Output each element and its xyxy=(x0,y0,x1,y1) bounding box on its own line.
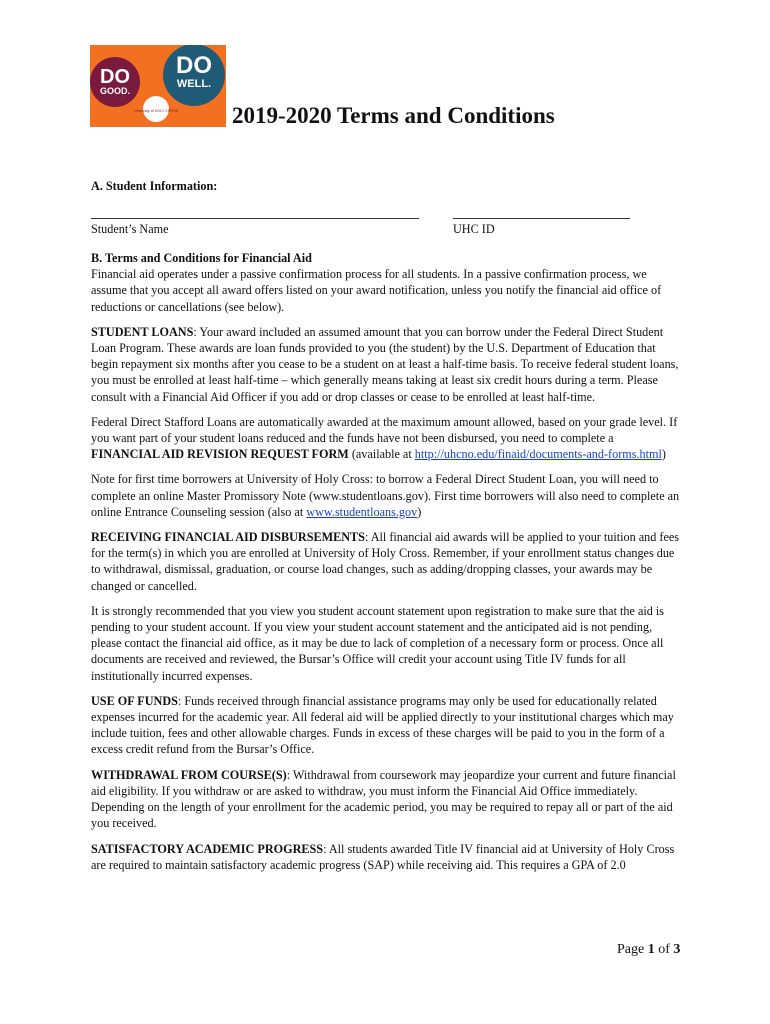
logo-do-right: DO xyxy=(176,52,212,79)
section-b-heading: B. Terms and Conditions for Financial Aid xyxy=(91,251,312,265)
use-of-funds-text: : Funds received through financial assistance programs may only be used for educationally related expenses incurred for the academic year. All federal aid will be applied directly to your institutional charges which may include tuition, fees and other allowable charges. Funds in excess of these charges will be paid to you in the form of a excess credit refund from the Bursar’s Office. xyxy=(91,693,674,757)
withdrawal-paragraph xyxy=(91,767,683,832)
disbursements-text: : All financial aid awards will be applied to your tuition and fees for the term(s) in which you are enrolled at University of Holy Cross. Remember, if your enrollment status changes due to withdrawal, dismissal, graduation, or course load changes, such as adding/dropping classes, your awards may be changed or cancelled. xyxy=(91,530,680,593)
documents-forms-link[interactable]: http://uhcno.edu/finaid/documents-and-forms.html xyxy=(414,447,662,462)
page-total: 3 xyxy=(673,942,681,957)
withdrawal-text: : Withdrawal from coursework may jeopardize your current and future financial aid eligibility. If you withdraw or are asked to withdraw, you must inform the Financial Aid Office immediately. Depending on the length of your enrollment for the academic period, you may be required to repay all or part of the aid you received. xyxy=(91,767,676,831)
recommend-paragraph: It is strongly recommended that you view you student account statement upon registration to make sure that the aid is pending to your student account. If you view your student account statement and the anticipated aid is not pending, please contact the financial aid office, as it may be due to lack of completion of a necessary form or process. Once all documents are received and reviewed, the Bursar’s Office will credit your account using Title IV funds for all institutionally incurred expenses. xyxy=(91,603,665,683)
sap-heading: SATISFACTORY ACADEMIC PROGRESS xyxy=(91,841,324,856)
revision-form-name: FINANCIAL AID REVISION REQUEST FORM xyxy=(91,447,349,462)
student-name-label: Student’s Name xyxy=(91,222,169,236)
section-b xyxy=(91,250,683,882)
student-loans-heading: STUDENT LOANS xyxy=(91,324,194,339)
stafford-paragraph xyxy=(91,414,683,463)
first-time-text: Note for first time borrowers at University of Holy Cross: to borrow a Federal Direct Student Loan, you will need to complete an online Master Promissory Note (www.studentloans.gov). First time borrowers will also need to complete an online Entrance Counseling session (also at xyxy=(91,472,680,519)
page-title: 2019-2020 Terms and Conditions xyxy=(232,103,555,128)
disbursements-heading: RECEIVING FINANCIAL AID DISBURSEMENTS xyxy=(91,530,365,545)
student-loans-paragraph xyxy=(91,324,683,405)
student-loans-text: : Your award included an assumed amount that you can borrow under the Federal Direct Student Loan Program. These awards are loan funds provided to you (the student) by the U.S. Department of Education that begin repayment six months after you cease to be a student on at least a half-time basis. To receive federal student loans, you must be enrolled at least half-time – which generally means taking at least six credit hours during a term. Please consult with a Financial Aid Officer if you add or drop classes or cease to be enrolled at least half-time. xyxy=(91,324,679,404)
stafford-end: ) xyxy=(661,447,666,462)
page-current: 1 xyxy=(647,942,655,957)
stafford-available: (available at xyxy=(348,447,415,462)
section-a-heading: A. Student Information: xyxy=(91,179,218,193)
uhc-id-line[interactable] xyxy=(453,218,630,219)
first-time-paragraph xyxy=(91,471,683,520)
withdrawal-heading: WITHDRAWAL FROM COURSE(S) xyxy=(91,767,287,782)
intro-paragraph: Financial aid operates under a passive confirmation process for all students. In a passive confirmation process, we assume that you accept all award offers listed on your award notification, unless you notify the financial aid office of reductions or cancellations (see below). xyxy=(91,267,662,314)
student-name-line[interactable] xyxy=(91,218,419,219)
use-of-funds-heading: USE OF FUNDS xyxy=(91,693,178,708)
first-time-end: ) xyxy=(417,504,422,519)
logo-seal-text: University of HOLY CROSS xyxy=(133,109,179,113)
sap-text: : All students awarded Title IV financial aid at University of Holy Cross are required to maintain satisfactory academic progress (SAP) while receiving aid. This requires a GPA of 2.0 xyxy=(91,841,675,872)
logo-good: GOOD. xyxy=(99,86,131,96)
stafford-text: Federal Direct Stafford Loans are automatically awarded at the maximum amount allowed, based on your grade level. If you want part of your student loans reduced and the funds have not been disbursed, you need to complete a xyxy=(91,414,678,446)
page-word: Page xyxy=(617,942,648,957)
use-of-funds-paragraph xyxy=(91,693,683,758)
uhc-id-label: UHC ID xyxy=(453,222,495,236)
page-of: of xyxy=(654,942,674,957)
university-logo xyxy=(90,45,226,127)
disbursements-paragraph xyxy=(91,529,683,594)
page-number xyxy=(617,942,680,958)
sap-paragraph xyxy=(91,841,683,873)
studentloans-link[interactable]: www.studentloans.gov xyxy=(306,504,418,519)
logo-do-left: DO xyxy=(100,66,130,88)
logo-well: WELL. xyxy=(176,78,212,90)
